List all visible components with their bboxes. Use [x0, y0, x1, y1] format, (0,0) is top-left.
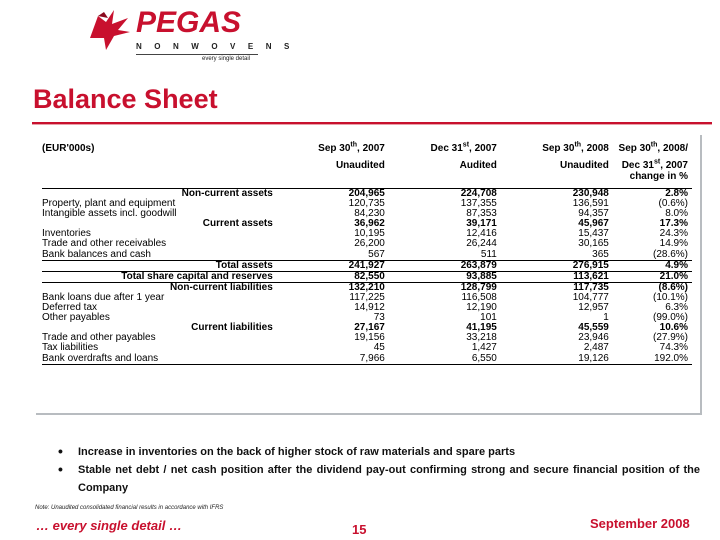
row-value: 116,508	[461, 291, 497, 303]
row-label: Inventories	[42, 228, 91, 240]
row-label: Non-current assets	[42, 189, 277, 200]
table-row	[42, 354, 692, 365]
row-value: 136,591	[572, 198, 609, 210]
row-value: 276,915	[501, 260, 613, 271]
footnote: Note: Unaudited consolidated financial results in accordance with IFRS	[35, 505, 224, 511]
footer-date: September 2008	[590, 516, 690, 531]
col-header-date: Sep 30th, 2008	[542, 141, 609, 154]
table-row	[42, 343, 692, 353]
row-change: (0.6%)	[658, 198, 688, 210]
row-value: 117,735	[573, 281, 609, 293]
row-value: 19,126	[501, 354, 613, 365]
row-value: 263,879	[389, 260, 501, 271]
row-change: 14.9%	[659, 238, 688, 250]
col-status: Unaudited	[559, 160, 609, 171]
row-value: 567	[368, 248, 385, 260]
row-value: 101	[480, 312, 497, 324]
row-change: (8.6%)	[658, 281, 688, 293]
row-value: 2,487	[583, 342, 609, 354]
row-value: 224,708	[389, 189, 501, 200]
row-change: 74.3%	[659, 342, 688, 354]
row-change: 10.6%	[659, 322, 688, 334]
col-header-date: Sep 30th, 2007	[318, 141, 385, 154]
row-change: 21.0%	[613, 271, 692, 282]
pegas-logo	[84, 6, 302, 64]
row-value: 19,156	[354, 332, 385, 344]
page-title: Balance Sheet	[33, 84, 218, 114]
row-change: 6.3%	[665, 302, 688, 314]
row-label: Intangible assets incl. goodwill	[42, 208, 177, 220]
row-value: 137,355	[460, 198, 497, 210]
row-value: 94,357	[578, 208, 609, 220]
row-value: 120,735	[348, 198, 385, 210]
row-label: Total assets	[42, 260, 277, 271]
logo-tagline: every single detail	[202, 56, 251, 62]
col-status: Unaudited	[335, 160, 385, 171]
row-value: 128,799	[460, 281, 497, 293]
row-value: 73	[373, 312, 385, 324]
row-change: (27.9%)	[652, 332, 688, 344]
col-status: Audited	[459, 160, 497, 171]
page-number: 15	[352, 522, 367, 537]
row-value: 230,948	[501, 189, 613, 200]
row-value: 7,966	[277, 354, 389, 365]
row-value: 82,550	[277, 271, 389, 282]
row-value: 12,957	[578, 302, 609, 314]
bullet-text: Increase in inventories on the back of higher stock of raw materials and spare parts	[78, 446, 516, 458]
row-value: 84,230	[354, 208, 385, 220]
row-change: (99.0%)	[652, 312, 688, 324]
balance-sheet-table	[42, 143, 692, 365]
row-value: 45,967	[578, 218, 609, 230]
row-label: Deferred tax	[42, 302, 98, 314]
table-header-status-row	[42, 154, 692, 171]
title-divider-shadow	[32, 124, 712, 125]
row-value: 241,927	[277, 260, 389, 271]
unit-header: (EUR'000s)	[42, 143, 95, 154]
table-body	[42, 182, 692, 364]
table-header-row	[42, 143, 692, 154]
row-value: 104,777	[572, 291, 609, 303]
commentary-bullets	[58, 443, 700, 497]
row-value: 26,200	[354, 238, 385, 250]
row-value: 27,167	[354, 322, 385, 334]
row-label: Bank loans due after 1 year	[42, 291, 165, 303]
row-label: Tax liabilities	[42, 342, 99, 354]
row-change: 17.3%	[659, 218, 688, 230]
row-value: 12,416	[466, 228, 497, 240]
table-row	[42, 250, 692, 261]
row-change: (10.1%)	[652, 291, 688, 303]
row-value: 365	[592, 248, 609, 260]
bullet-item	[58, 461, 700, 497]
row-value: 23,946	[578, 332, 609, 344]
table-row	[42, 303, 692, 313]
row-change: 8.0%	[665, 208, 688, 220]
logo-divider	[136, 54, 258, 55]
change-header-line2: Dec 31st, 2007	[621, 158, 688, 171]
row-label: Current assets	[202, 218, 273, 230]
row-label: Trade and other receivables	[42, 238, 167, 250]
row-label: Property, plant and equipment	[42, 198, 176, 210]
row-value: 26,244	[466, 238, 497, 250]
logo-wordmark: PEGAS	[136, 6, 242, 39]
row-value: 45,559	[578, 322, 609, 334]
row-value: 12,190	[466, 302, 497, 314]
row-value: 6,550	[389, 354, 501, 365]
row-value: 41,195	[466, 322, 497, 334]
row-label: Current liabilities	[191, 322, 273, 334]
table-row	[42, 271, 692, 282]
row-value: 1	[603, 312, 609, 324]
row-value: 45	[373, 342, 385, 354]
row-value: 117,225	[349, 291, 385, 303]
row-value: 30,165	[578, 238, 609, 250]
bullet-dot-icon: •	[58, 443, 63, 459]
bullet-item	[58, 443, 700, 461]
change-header-line3: change in %	[629, 171, 688, 182]
row-value: 93,885	[389, 271, 501, 282]
row-value: 15,437	[578, 228, 609, 240]
pegasus-icon	[84, 8, 134, 52]
row-value: 87,353	[466, 208, 497, 220]
row-value: 33,218	[466, 332, 497, 344]
row-label: Bank overdrafts and loans	[42, 354, 277, 365]
row-label: Bank balances and cash	[42, 248, 151, 260]
row-value: 39,171	[466, 218, 497, 230]
row-value: 36,962	[354, 218, 385, 230]
bullet-text: Stable net debt / net cash position after the dividend pay-out confirming strong and secure financial position of the Company	[78, 464, 700, 494]
row-label: Non-current liabilities	[170, 281, 273, 293]
row-label: Trade and other payables	[42, 332, 156, 344]
change-header: Sep 30th, 2008/	[618, 141, 688, 154]
row-value: 113,621	[501, 271, 613, 282]
col-header-date: Dec 31st, 2007	[430, 141, 497, 154]
row-value: 204,965	[277, 189, 389, 200]
row-change: 24.3%	[659, 228, 688, 240]
footer-tagline: … every single detail …	[36, 518, 182, 533]
row-change: 4.9%	[613, 260, 692, 271]
row-value: 14,912	[354, 302, 385, 314]
row-label: Total share capital and reserves	[42, 271, 277, 282]
row-change: 192.0%	[613, 354, 692, 365]
row-value: 10,195	[354, 228, 385, 240]
row-value: 1,427	[471, 342, 497, 354]
table-header-change-row	[42, 171, 692, 182]
row-label: Other payables	[42, 312, 110, 324]
row-value: 511	[480, 248, 497, 260]
row-change: 2.8%	[613, 189, 692, 200]
logo-subtitle: NONWOVENS	[136, 42, 302, 51]
bullet-dot-icon: •	[58, 461, 63, 477]
row-change: (28.6%)	[652, 248, 688, 260]
table-row	[42, 260, 692, 271]
row-value: 132,210	[348, 281, 385, 293]
